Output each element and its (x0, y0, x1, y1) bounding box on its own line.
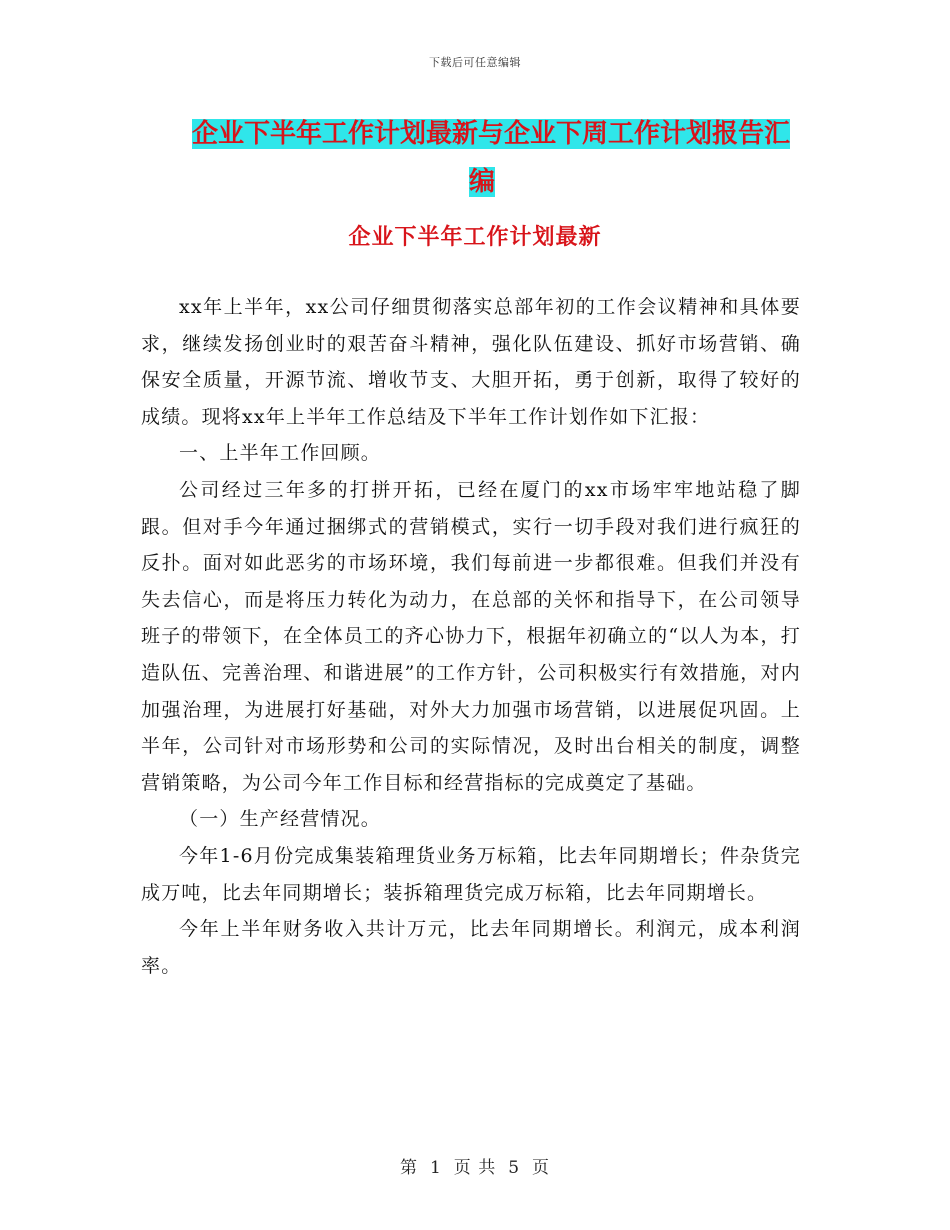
paragraph: 今年上半年财务收入共计万元，比去年同期增长。利润元，成本利润率。 (141, 918, 801, 977)
body-text (141, 289, 801, 984)
footer-prefix: 第 (399, 1158, 418, 1178)
footer-suffix: 页 (532, 1158, 551, 1178)
paragraph: 今年1-6月份完成集装箱理货业务万标箱，比去年同期增长；件杂货完成万吨，比去年同期增长；装拆箱理货完成万标箱，比去年同期增长。 (141, 844, 801, 904)
document-title-line2: 编 (468, 167, 495, 197)
paragraph: 一、上半年工作回顾。 (179, 442, 382, 465)
page-footer (0, 1153, 950, 1178)
section-title: 企业下半年工作计划最新 (348, 224, 602, 250)
footer-total-pages: 5 (508, 1158, 521, 1178)
footer-page-number: 1 (429, 1158, 442, 1178)
paragraph: （一）生产经营情况。 (179, 808, 382, 831)
paragraph: 公司经过三年多的打拼开拓，已经在厦门的xx市场牢牢地站稳了脚跟。但对手今年通过捆绑式的营销模式，实行一切手段对我们进行疯狂的反扑。面对如此恶劣的市场环境，我们每前进一步都很难。但我们并没有失去信心，而是将压力转化为动力，在总部的关怀和指导下，在公司领导班子的带领下，在全体员工的齐心协力下，根据年初确立的“以人为本，打造队伍、完善治理、和谐进展”的工作方针，公司积极实行有效措施，对内加强治理，为进展打好基础，对外大力加强市场营销，以进展促巩固。上半年，公司针对市场形势和公司的实际情况，及时出台相关的制度，调整营销策略，为公司今年工作目标和经营指标的完成奠定了基础。 (141, 478, 801, 794)
document-title-line1: 企业下半年工作计划最新与企业下周工作计划报告汇 (192, 119, 791, 149)
document-title (192, 110, 812, 206)
paragraph: xx年上半年，xx公司仔细贯彻落实总部年初的工作会议精神和具体要求，继续发扬创业时的艰苦奋斗精神，强化队伍建设、抓好市场营销、确保安全质量，开源节流、增收节支、大胆开拓，勇于创新，取得了较好的成绩。现将xx年上半年工作总结及下半年工作计划作如下汇报： (141, 296, 801, 428)
header-note: 下载后可任意编辑 (429, 56, 521, 69)
footer-middle: 页 共 (453, 1158, 497, 1178)
